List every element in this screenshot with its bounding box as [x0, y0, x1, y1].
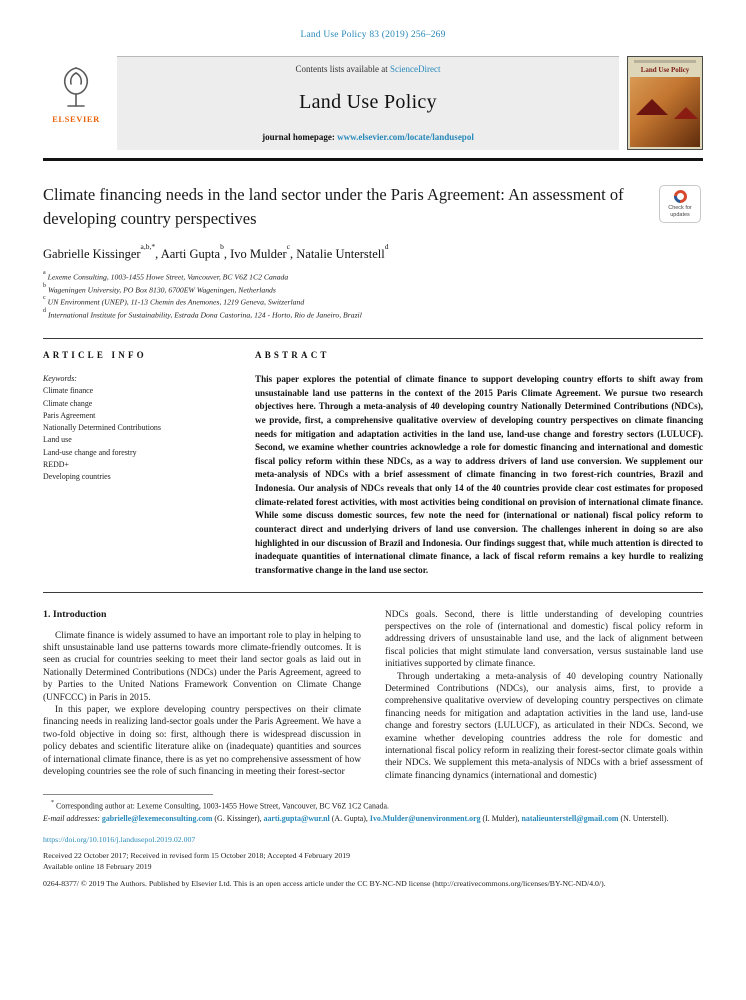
article-info-heading: ARTICLE INFO [43, 350, 147, 360]
journal-cover-thumbnail [627, 56, 703, 150]
footnote-divider-rule [43, 794, 213, 795]
body-text [43, 609, 703, 783]
keywords-label: Keywords: [43, 374, 77, 383]
affiliation: $^c$ UN Environment (UNEP), 11-13 Chemin des Anemones, 1219 Geneva, Switzerland [43, 295, 305, 307]
email-link[interactable]: Ivo.Mulder@unenvironment.org [369, 813, 481, 823]
elsevier-tree-icon [55, 64, 97, 112]
email-addresses-note: E-mail addresses: gabrielle@lexemeconsulting.com (G. Kissinger), aarti.gupta@wur.nl (A. Gupta), Ivo.Mulder@unenvironment.org (I. Mulder), natalieunterstell@gmail.com (N. Unterstell). [43, 813, 669, 823]
article-title: Climate financing needs in the land sector under the Paris Agreement: An assessment of developing country perspectives [43, 185, 624, 228]
homepage-line [127, 132, 609, 144]
body-column-right [385, 609, 703, 783]
keyword: Land-use change and forestry [43, 447, 137, 457]
imprint-block [43, 834, 703, 889]
affiliation-list [43, 271, 703, 321]
keyword: Land use [43, 435, 72, 445]
check-for-updates-badge[interactable] [659, 185, 701, 223]
corresponding-author-note: * Corresponding author at: Lexeme Consulting, 1003-1455 Howe Street, Vancouver, BC V6Z 1C2 Canada. [51, 799, 389, 811]
body-paragraph: NDCs goals. Second, there is little understanding of developing countries perspectives on the role of (international and domestic) fiscal policy reform in addressing drivers of unsustainable land use, and the lack of alignment between fiscal policies that might stimulate land conversation, versus sustainable land use initiatives supported by climate finance. [385, 609, 703, 670]
email-link[interactable]: natalieunterstell@gmail.com [521, 813, 619, 823]
homepage-label: journal homepage: [262, 132, 338, 142]
copyright-license-note: 0264-8377/ © 2019 The Authors. Published by Elsevier Ltd. This is an open access article under the CC BY-NC-ND license (http://creativecommons.org/licenses/BY-NC-ND/4.0/). [43, 878, 606, 888]
journal-citation-link[interactable]: Land Use Policy 83 (2019) 256–269 [300, 30, 446, 40]
keyword: Climate finance [43, 386, 94, 396]
keyword: Climate change [43, 398, 93, 408]
elsevier-logo-text: ELSEVIER [52, 114, 100, 124]
crossmark-icon [671, 187, 689, 205]
journal-title: Land Use Policy [299, 90, 437, 113]
abstract-heading: ABSTRACT [255, 350, 330, 360]
keyword: Nationally Determined Contributions [43, 423, 161, 432]
article-info-column [43, 350, 225, 578]
journal-masthead [43, 56, 703, 150]
available-online: Available online 18 February 2019 [43, 862, 152, 872]
sciencedirect-link[interactable]: ScienceDirect [390, 64, 441, 74]
elsevier-logo [43, 56, 109, 150]
keyword: REDD+ [43, 459, 69, 469]
cover-top-text-strip [634, 60, 696, 63]
cover-artwork [630, 77, 700, 147]
cover-journal-title: Land Use Policy [640, 66, 690, 74]
doi-link[interactable]: https://doi.org/10.1016/j.landusepol.2019.02.007 [43, 834, 196, 844]
masthead-divider-rule [43, 158, 703, 161]
received-dates: Received 22 October 2017; Received in revised form 15 October 2018; Accepted 4 February 2019 [43, 850, 351, 860]
author: Gabrielle Kissinger$^{a,b,*}$, [43, 242, 161, 261]
author-affiliation-sup: a,b,* [140, 242, 156, 252]
author-affiliation-sup: b [220, 242, 224, 252]
author-affiliation-sup: d [384, 242, 389, 252]
author: Ivo Mulder$^c$, [230, 242, 297, 261]
author-affiliation-sup: c [286, 242, 290, 252]
info-abstract-section [43, 338, 703, 593]
body-paragraph: In this paper, we explore developing country perspectives on their climate financing needs in realizing land-sector goals under the Paris Agreement. We have a two-fold objective in doing so: first, although there is widespread discussion in policy debates and scientific literature alike on (inadequate) quantities and sources of international climate finance, there is as yet no comprehensive assessment of how developing countries see the role of such financing in meeting their forest-sector [43, 705, 361, 778]
footnote-area [43, 794, 703, 824]
affiliation: $^d$ International Institute for Sustainability, Estrada Dona Castorina, 124 - Horto, Rio de Janeiro, Brazil [43, 307, 362, 320]
affiliation: $^a$ Lexeme Consulting, 1003-1455 Howe Street, Vancouver, BC V6Z 1C2 Canada [43, 270, 289, 282]
license-url: (http://creativecommons.org/licenses/BY-NC-ND/4.0/). [432, 878, 606, 888]
body-column-left [43, 609, 361, 783]
email-link[interactable]: gabrielle@lexemeconsulting.com [101, 813, 213, 823]
abstract-text: This paper explores the potential of climate finance to support developing country efforts to shift away from unsustainable land use patterns in the context of the 2015 Paris Climate Agreement. We pursue two research objectives here. Through a meta-analysis of 40 developing country Nationally Determined Contributions (NDCs), we provide, first, a comprehensive qualitative overview of developing country perspectives on climate financing needs for mitigation and adaptation activities in the land use, land-use change and forestry sectors (LULUCF). Second, we examine whether countries acknowledge a role for domestic financing and international and domestic fiscal policy reform within these NDCs, as a way to address drivers of land use conversion. We supplement our meta-analysis of NDCs with a brief assessment of climate financing in two forest-rich countries, Brazil and Indonesia. Our analysis of NDCs reveals that only 14 of the 40 countries provide clear cost estimates for proposed climate-related forest activities, with most activities being conditional on provision of international climate finance. While some discuss domestic sources, few note the need for (international or national) fiscal policy reform to counteract direct and underlying drivers of land use conversion. The challenges inherent in doing so are also highlighted in our discussion of Brazil and Indonesia. Our findings suggest that, while much attention is directed to inadequate quantities of international climate finance, a lack of fiscal reform remains a key hurdle to realizing transformative change in the land use sector. [255, 374, 703, 575]
email-link[interactable]: aarti.gupta@wur.nl [263, 813, 330, 823]
author-list [43, 242, 703, 262]
contents-prefix: Contents lists available at [295, 64, 390, 74]
email-label: E-mail addresses: [43, 813, 102, 823]
journal-homepage-link[interactable]: www.elsevier.com/locate/landusepol [337, 132, 474, 142]
abstract-column [255, 350, 703, 578]
author: Aarti Gupta$^b$, [160, 242, 231, 261]
affiliation: $^b$ Wageningen University, PO Box 8130, 6700EW Wageningen, Netherlands [43, 282, 276, 295]
contents-line [127, 64, 609, 74]
section-heading-introduction: 1. Introduction [43, 608, 107, 620]
keyword: Developing countries [43, 472, 111, 481]
title-row [43, 183, 703, 231]
author: Natalie Unterstell$^d$ [296, 242, 389, 261]
check-for-updates-label: Check for updates [668, 205, 692, 219]
masthead-center [117, 56, 619, 150]
body-paragraph: Climate finance is widely assumed to have an important role to play in helping to shift unsustainable land use patterns towards more climate-friendly outcomes. It is seen as crucial for countries seeking to meet their land sector goals as laid out in Nationally Determined Contributions (NDCs) under the Paris Agreement, agreed to by Parties to the United Nations Framework Convention on Climate Change (UNFCCC) in Paris in 2015. [43, 630, 361, 703]
body-paragraph: Through undertaking a meta-analysis of 40 developing country Nationally Determined Contributions (NDCs), our analysis aims, first, to provide a comprehensive qualitative overview of developing country perspectives on climate financing needs for mitigation and adaptation activities in the land use, land-use change and forestry sectors (LULUCF), as articulated in their NDCs. Second, we examine whether developing countries address the role for domestic and international fiscal policy reform in realizing their forest-sector climate goals within their NDCs. We supplement this meta-analysis of NDCs with a brief assessment of climate financing dynamics (international and domestic) [385, 671, 703, 781]
keyword: Paris Agreement [43, 410, 96, 420]
